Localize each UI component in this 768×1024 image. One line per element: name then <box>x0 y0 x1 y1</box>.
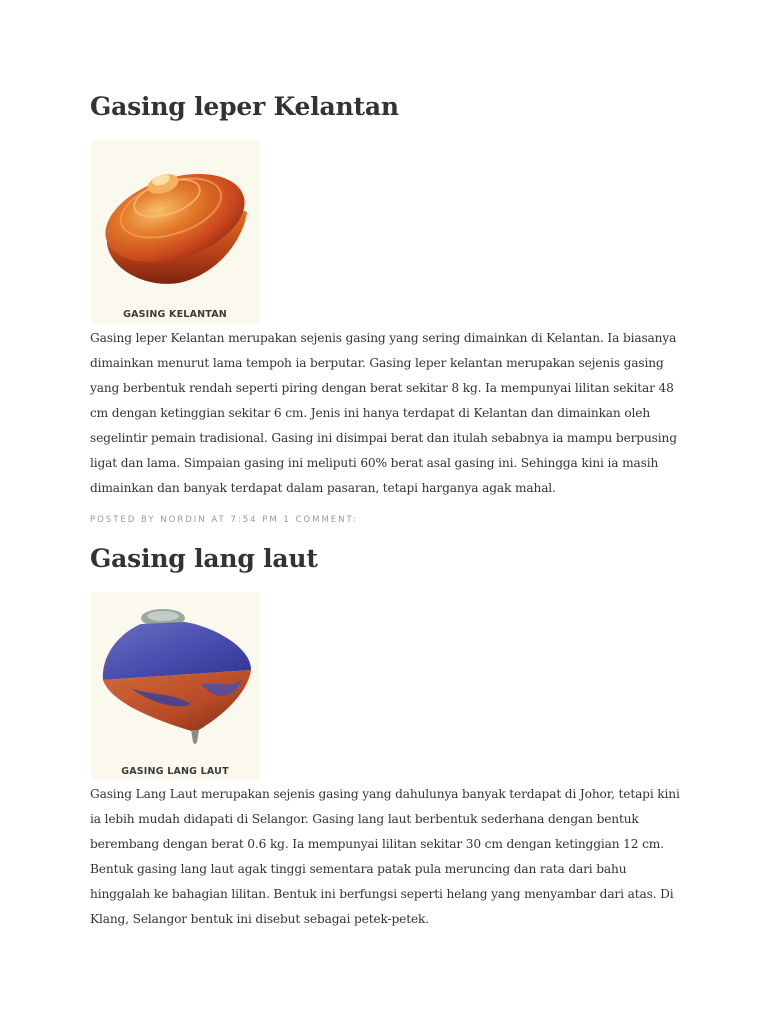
comments-link[interactable]: 1 COMMENT: <box>283 515 358 525</box>
image-caption: GASING LANG LAUT <box>121 766 229 777</box>
post-title[interactable]: Gasing leper Kelantan <box>90 92 399 121</box>
gasing-lang-laut-image[interactable] <box>91 592 259 780</box>
at-label: AT <box>211 515 226 525</box>
posted-by-label: POSTED BY <box>90 515 156 525</box>
author-link[interactable]: NORDIN <box>160 515 207 525</box>
gasing-kelantan-image[interactable] <box>91 140 259 324</box>
timestamp-link[interactable]: 7:54 PM <box>230 515 279 525</box>
image-caption: GASING KELANTAN <box>123 309 227 320</box>
post-body: Gasing leper Kelantan merupakan sejenis gasing yang sering dimainkan di Kelantan. Ia biasanya dimainkan menurut lama tempoh ia berputar. Gasing leper kelantan merupakan sejenis gasing yang berbentuk rendah seperti piring dengan berat sekitar 8 kg. Ia mempunyai lilitan sekitar 48 cm dengan ketinggian sekitar 6 cm. Jenis ini hanya terdapat di Kelantan dan dimainkan oleh segelintir pemain tradisional. Gasing ini disimpai berat dan itulah sebabnya ia mampu berpusing ligat dan lama. Simpaian gasing ini meliputi 60% berat asal gasing ini. Sehingga kini ia masih dimainkan dan banyak terdapat dalam pasaran, tetapi harganya agak mahal. <box>90 331 677 495</box>
gasing-lang-laut-illustration <box>91 592 259 764</box>
gasing-kelantan-illustration <box>91 140 259 310</box>
post-body: Gasing Lang Laut merupakan sejenis gasing yang dahulunya banyak terdapat di Johor, tetapi kini ia lebih mudah didapati di Selangor. Gasing lang laut berbentuk sederhana dengan bentuk berembang dengan berat 0.6 kg. Ia mempunyai lilitan sekitar 30 cm dengan ketinggian 12 cm. Bentuk gasing lang laut agak tinggi sementara patak pula meruncing dan rata dari bahu hinggalah ke bahagian lilitan. Bentuk ini berfungsi seperti helang yang menyambar dari atas. Di Klang, Selangor bentuk ini disebut sebagai petek-petek. <box>90 787 680 926</box>
post-title[interactable]: Gasing lang laut <box>90 544 318 573</box>
post-footer <box>90 515 358 525</box>
